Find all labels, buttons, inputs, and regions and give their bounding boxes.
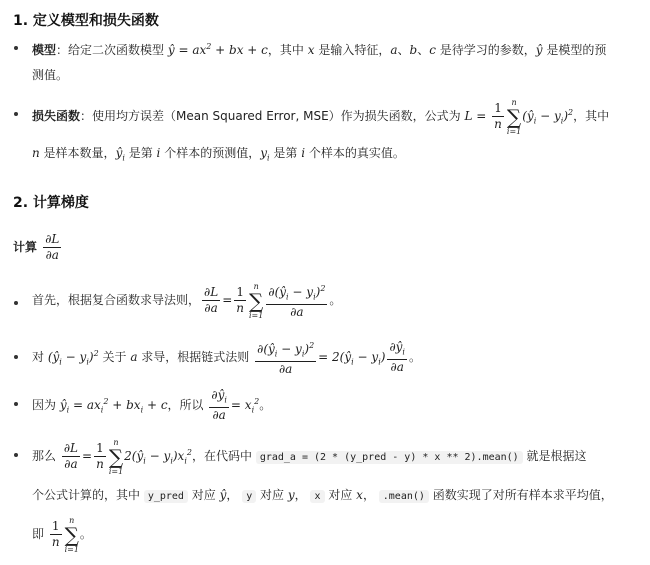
bullet-step-2: [14, 355, 18, 359]
step-4-line-2: 个公式计算的，其中 y_pred 对应 ŷ， y 对应 y， x 对应 x， .mean() 函数实现了对所有样本求平均值，: [32, 488, 613, 502]
bullet-loss: [14, 112, 18, 116]
step-4-line-3: 即 $\frac{1}{n}$ n ∑ i=1 。: [32, 515, 92, 554]
code-grad-a: grad_a = (2 * (y_pred - y) * x ** 2).mean(): [256, 451, 523, 464]
code-y-pred: y_pred: [144, 490, 188, 503]
bullet-step-1: [14, 301, 18, 305]
code-y: y: [242, 490, 256, 503]
bullet-step-4: [14, 453, 18, 457]
section-2-heading: 2. 计算梯度: [13, 195, 89, 211]
model-equation: ŷ = $ax^2$ + bx + c: [167, 42, 268, 57]
model-line-2: 测值。: [32, 68, 69, 82]
sum-symbol: n ∑ i=1: [506, 97, 522, 136]
step-3: 因为 $ŷ_i = ax_i^2 + bx_i + c$，所以 $\frac{\partial ŷ_i}{\partial a}$ = $x_i^2$。: [32, 387, 272, 423]
section-1-heading: 1. 定义模型和损失函数: [13, 13, 159, 29]
code-x: x: [310, 490, 324, 503]
step-2: 对 $(ŷ_i - y_i)^2$ 关于 a 求导，根据链式法则 $\frac{\partial(ŷ_i - y_i)^2}{\partial a}$ = $2(ŷ_i - y_i)$ $\frac{\partial ŷ_i}{\partial a}$ 。: [32, 339, 421, 377]
code-mean: .mean(): [379, 490, 429, 503]
loss-line-1: 损失函数：使用均方误差（Mean Squared Error, MSE）作为损失函数，公式为 L = $\frac{1}{n}$ n ∑ i=1 $(ŷ_i - y_i)^2$，其中: [32, 97, 610, 136]
compute-heading: 计算 $\frac{\partial L}{\partial a}$: [13, 232, 60, 262]
bullet-model: [14, 46, 18, 50]
step-1: 首先，根据复合函数求导法则， $\frac{\partial L}{\partial a}$ = $\frac{1}{n}$ n ∑ i=1 $\frac{\partial(ŷ_i - y_i)^2}{\partial a}$ 。: [32, 281, 342, 320]
step-4-line-1: 那么 $\frac{\partial L}{\partial a}$ = $\frac{1}{n}$ n ∑ i=1 $2(ŷ_i - y_i)x_i^2$，在代码中 grad_a = (2 * (y_pred - y) * x ** 2).mean() 就是根据这: [32, 437, 587, 476]
fraction: $\frac{1}{n}$: [494, 101, 502, 131]
loss-line-2: n 是样本数量，$ŷ_i$ 是第 i 个样本的预测值，$y_i$ 是第 i 个样本的真实值。: [32, 146, 405, 163]
bullet-step-3: [14, 402, 18, 406]
model-line-1: 模型：给定二次函数模型 ŷ = $ax^2$ + bx + c，其中 x 是输入特征，a、b、c 是待学习的参数，ŷ 是模型的预: [32, 42, 607, 57]
